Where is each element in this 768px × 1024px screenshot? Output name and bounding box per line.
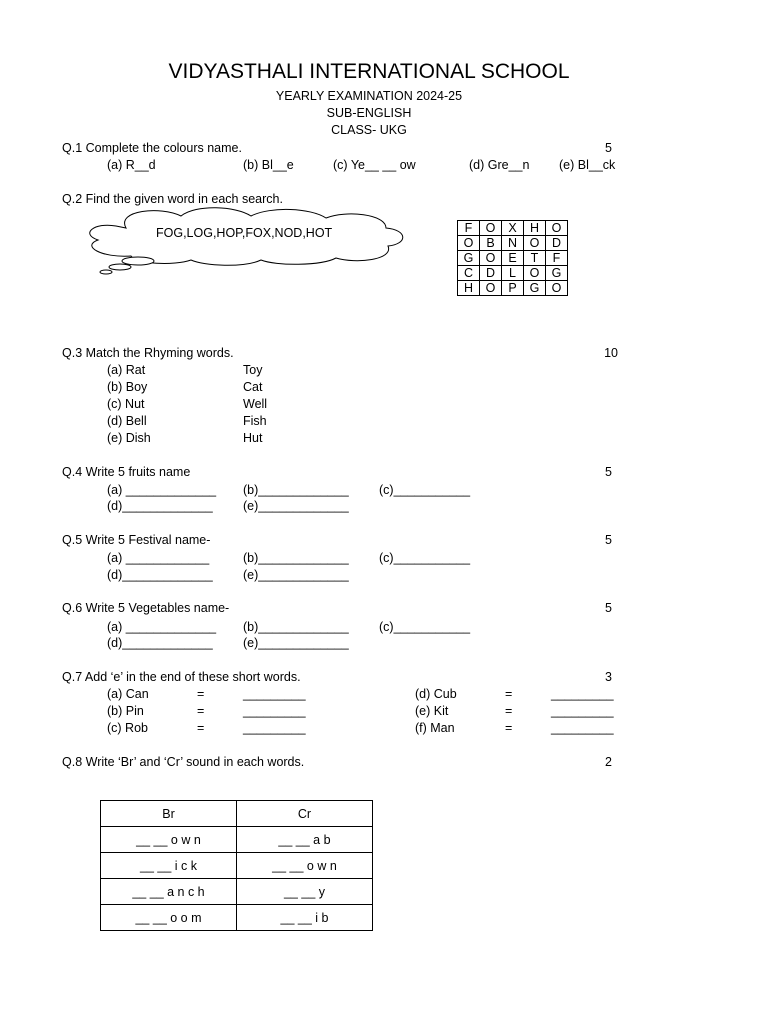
q7-equals: = <box>505 687 513 701</box>
table-cell: __ __ o w n <box>237 853 373 879</box>
q7-equals: = <box>197 704 205 718</box>
grid-cell: F <box>458 221 480 236</box>
grid-cell: F <box>546 251 568 266</box>
q4-text: Q.4 Write 5 fruits name <box>62 465 191 479</box>
grid-cell: O <box>546 221 568 236</box>
q4-marks: 5 <box>605 465 612 479</box>
q5-text: Q.5 Write 5 Festival name- <box>62 533 211 547</box>
grid-cell: X <box>502 221 524 236</box>
q4-blank-b: (b)_____________ <box>243 483 349 497</box>
q1-marks: 5 <box>605 141 612 155</box>
table-cell: __ __ a b <box>237 827 373 853</box>
q7-word-e: (e) Kit <box>415 704 449 718</box>
grid-cell: H <box>458 281 480 296</box>
q1-item-b: (b) Bl__e <box>243 158 294 172</box>
grid-cell: T <box>524 251 546 266</box>
q5-blank-a: (a) ____________ <box>107 551 210 565</box>
q6-text: Q.6 Write 5 Vegetables name- <box>62 601 230 615</box>
q5-blank-c: (c)___________ <box>379 551 471 565</box>
br-cr-table <box>100 800 373 931</box>
q7-word-c: (c) Rob <box>107 721 148 735</box>
q7-blank: _________ <box>243 704 306 718</box>
grid-cell: O <box>480 221 502 236</box>
table-header-cr: Cr <box>237 801 373 827</box>
table-row <box>101 905 373 931</box>
q6-blank-c: (c)___________ <box>379 620 471 634</box>
grid-cell: L <box>502 266 524 281</box>
school-name: VIDYASTHALI INTERNATIONAL SCHOOL <box>168 60 570 83</box>
table-cell: __ __ a n c h <box>101 879 237 905</box>
word-search-grid <box>457 220 568 296</box>
q1-text: Q.1 Complete the colours name. <box>62 141 242 155</box>
q7-equals: = <box>505 704 513 718</box>
q3-right-4: Fish <box>243 414 267 428</box>
q6-blank-b: (b)_____________ <box>243 620 349 634</box>
table-cell: __ __ y <box>237 879 373 905</box>
q7-word-b: (b) Pin <box>107 704 144 718</box>
q7-equals: = <box>197 687 205 701</box>
grid-cell: O <box>546 281 568 296</box>
grid-cell: E <box>502 251 524 266</box>
q6-blank-d: (d)_____________ <box>107 636 213 650</box>
q7-blank: _________ <box>551 687 614 701</box>
grid-cell: B <box>480 236 502 251</box>
q7-blank: _________ <box>551 704 614 718</box>
q4-blank-d: (d)_____________ <box>107 499 213 513</box>
grid-cell: G <box>546 266 568 281</box>
exam-title: YEARLY EXAMINATION 2024-25 <box>275 89 463 103</box>
q1-item-d: (d) Gre__n <box>469 158 530 172</box>
cloud-shape <box>86 206 406 278</box>
q5-blank-d: (d)_____________ <box>107 568 213 582</box>
table-cell: __ __ o o m <box>101 905 237 931</box>
table-cell: __ __ o w n <box>101 827 237 853</box>
table-row <box>101 879 373 905</box>
q8-text: Q.8 Write ‘Br’ and ‘Cr’ sound in each words. <box>62 755 305 769</box>
q2-text: Q.2 Find the given word in each search. <box>62 192 283 206</box>
q1-item-c: (c) Ye__ __ ow <box>333 158 416 172</box>
q3-text: Q.3 Match the Rhyming words. <box>62 346 234 360</box>
q4-blank-a: (a) _____________ <box>107 483 217 497</box>
grid-cell: O <box>524 266 546 281</box>
q6-marks: 5 <box>605 601 612 615</box>
grid-cell: O <box>480 251 502 266</box>
q7-blank: _________ <box>243 721 306 735</box>
grid-cell: H <box>524 221 546 236</box>
cloud-words: FOG,LOG,HOP,FOX,NOD,HOT <box>156 226 333 240</box>
grid-cell: N <box>502 236 524 251</box>
q6-blank-e: (e)_____________ <box>243 636 349 650</box>
subject-line: SUB-ENGLISH <box>326 106 412 120</box>
q7-equals: = <box>505 721 513 735</box>
q5-blank-b: (b)_____________ <box>243 551 349 565</box>
table-header-br: Br <box>101 801 237 827</box>
q7-marks: 3 <box>605 670 612 684</box>
q7-word-d: (d) Cub <box>415 687 457 701</box>
table-row <box>101 853 373 879</box>
grid-cell: C <box>458 266 480 281</box>
q3-right-1: Toy <box>243 363 263 377</box>
q7-word-f: (f) Man <box>415 721 455 735</box>
q5-marks: 5 <box>605 533 612 547</box>
q5-blank-e: (e)_____________ <box>243 568 349 582</box>
q3-right-5: Hut <box>243 431 263 445</box>
q3-left-d: (d) Bell <box>107 414 147 428</box>
q1-item-e: (e) Bl__ck <box>559 158 616 172</box>
grid-cell: D <box>546 236 568 251</box>
grid-cell: G <box>458 251 480 266</box>
q3-left-a: (a) Rat <box>107 363 146 377</box>
q7-text: Q.7 Add ‘e’ in the end of these short words. <box>62 670 301 684</box>
grid-cell: D <box>480 266 502 281</box>
q3-left-e: (e) Dish <box>107 431 151 445</box>
q7-word-a: (a) Can <box>107 687 149 701</box>
grid-cell: O <box>458 236 480 251</box>
q6-blank-a: (a) _____________ <box>107 620 217 634</box>
q7-equals: = <box>197 721 205 735</box>
grid-cell: O <box>524 236 546 251</box>
q4-blank-c: (c)___________ <box>379 483 471 497</box>
q4-blank-e: (e)_____________ <box>243 499 349 513</box>
grid-cell: O <box>480 281 502 296</box>
q7-blank: _________ <box>551 721 614 735</box>
q8-marks: 2 <box>605 755 612 769</box>
q3-left-c: (c) Nut <box>107 397 145 411</box>
q3-left-b: (b) Boy <box>107 380 148 394</box>
q7-blank: _________ <box>243 687 306 701</box>
q3-right-2: Cat <box>243 380 263 394</box>
grid-cell: P <box>502 281 524 296</box>
grid-cell: G <box>524 281 546 296</box>
table-row <box>101 827 373 853</box>
table-cell: __ __ i c k <box>101 853 237 879</box>
q3-marks: 10 <box>604 346 618 360</box>
q3-right-3: Well <box>243 397 268 411</box>
table-cell: __ __ i b <box>237 905 373 931</box>
q1-item-a: (a) R__d <box>107 158 156 172</box>
class-line: CLASS- UKG <box>331 123 407 137</box>
